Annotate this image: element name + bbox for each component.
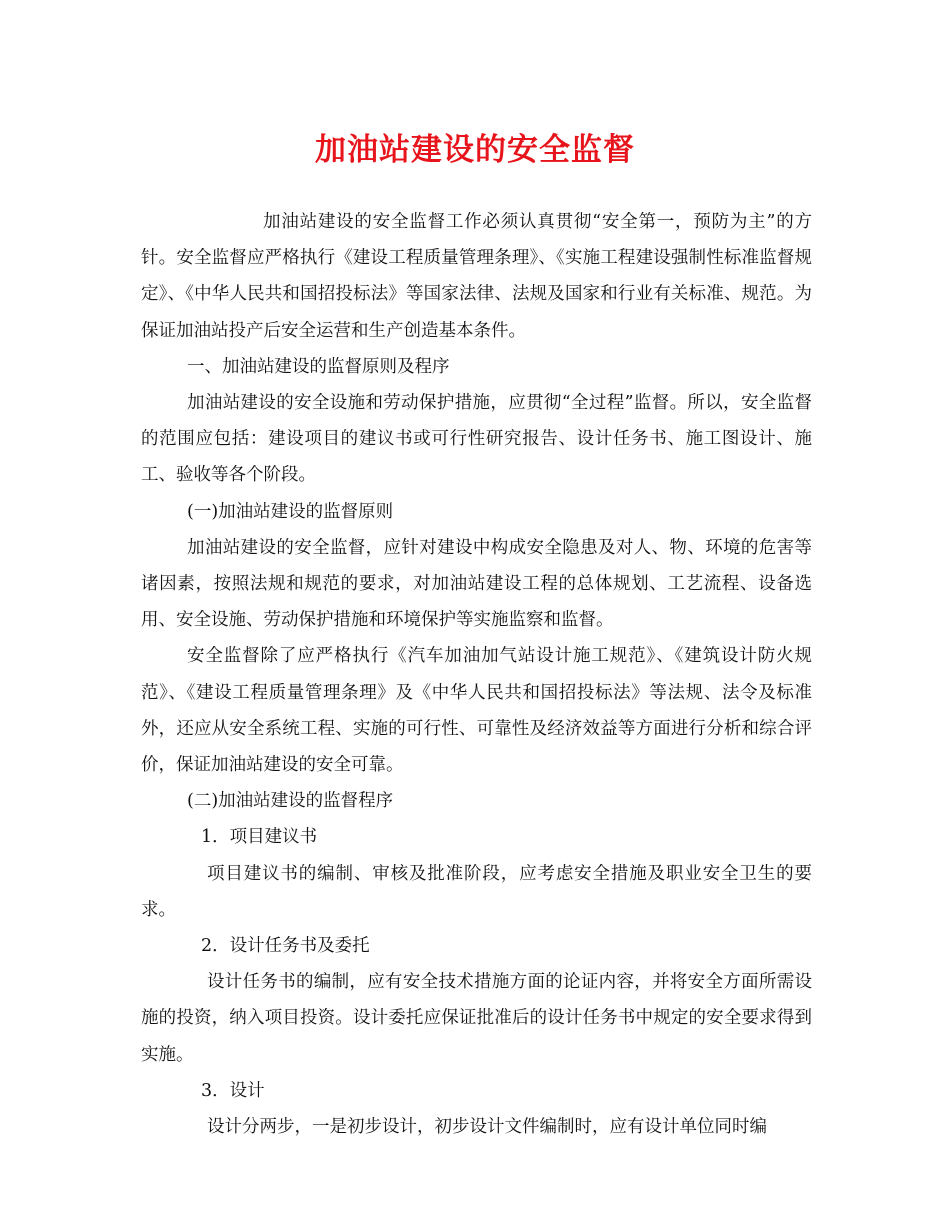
body-paragraph: 安全监督除了应严格执行《汽车加油加气站设计施工规范》、《建筑设计防火规范》、《建设工程质量管理条理》及《中华人民共和国招投标法》等法规、法令及标准外，还应从安全系统工程、实施的可行性、可靠性及经济效益等方面进行分析和综合评价，保证加油站建设的安全可靠。 xyxy=(141,646,812,776)
body-paragraph: 加油站建设的安全设施和劳动保护措施，应贯彻“全过程”监督。所以，安全监督的范围应包括：建设项目的建议书或可行性研究报告、设计任务书、施工图设计、施工、验收等各个阶段。 xyxy=(141,393,812,486)
section-heading: 一、加油站建设的监督原则及程序 xyxy=(187,356,450,377)
subsection-heading: (二)加油站建设的监督程序 xyxy=(187,791,394,812)
subsection-heading: (一)加油站建设的监督原则 xyxy=(187,501,394,522)
document-title: 加油站建设的安全监督 xyxy=(315,132,635,168)
item-heading: 3．设计 xyxy=(201,1080,265,1101)
item-heading: 1．项目建议书 xyxy=(201,827,318,848)
body-paragraph: 加油站建设的安全监督，应针对建设中构成安全隐患及对人、物、环境的危害等诸因素，按照法规和规范的要求，对加油站建设工程的总体规划、工艺流程、设备选用、安全设施、劳动保护措施和环境保护等实施监察和监督。 xyxy=(141,537,812,631)
body-paragraph: 项目建议书的编制、审核及批准阶段，应考虑安全措施及职业安全卫生的要求。 xyxy=(141,863,812,920)
item-heading: 2．设计任务书及委托 xyxy=(201,936,370,957)
intro-paragraph: 加油站建设的安全监督工作必须认真贯彻“安全第一，预防为主”的方针。安全监督应严格执行《建设工程质量管理条理》、《实施工程建设强制性标准监督规定》、《中华人民共和国招投标法》等国家法律、法规及国家和行业有关标准、规范。为保证加油站投产后安全运营和生产创造基本条件。 xyxy=(141,212,812,341)
document-body xyxy=(141,204,812,1145)
body-paragraph: 设计分两步，一是初步设计，初步设计文件编制时，应有设计单位同时编 xyxy=(207,1117,767,1138)
body-paragraph: 设计任务书的编制，应有安全技术措施方面的论证内容，并将安全方面所需设施的投资，纳入项目投资。设计委托应保证批准后的设计任务书中规定的安全要求得到实施。 xyxy=(141,972,812,1065)
